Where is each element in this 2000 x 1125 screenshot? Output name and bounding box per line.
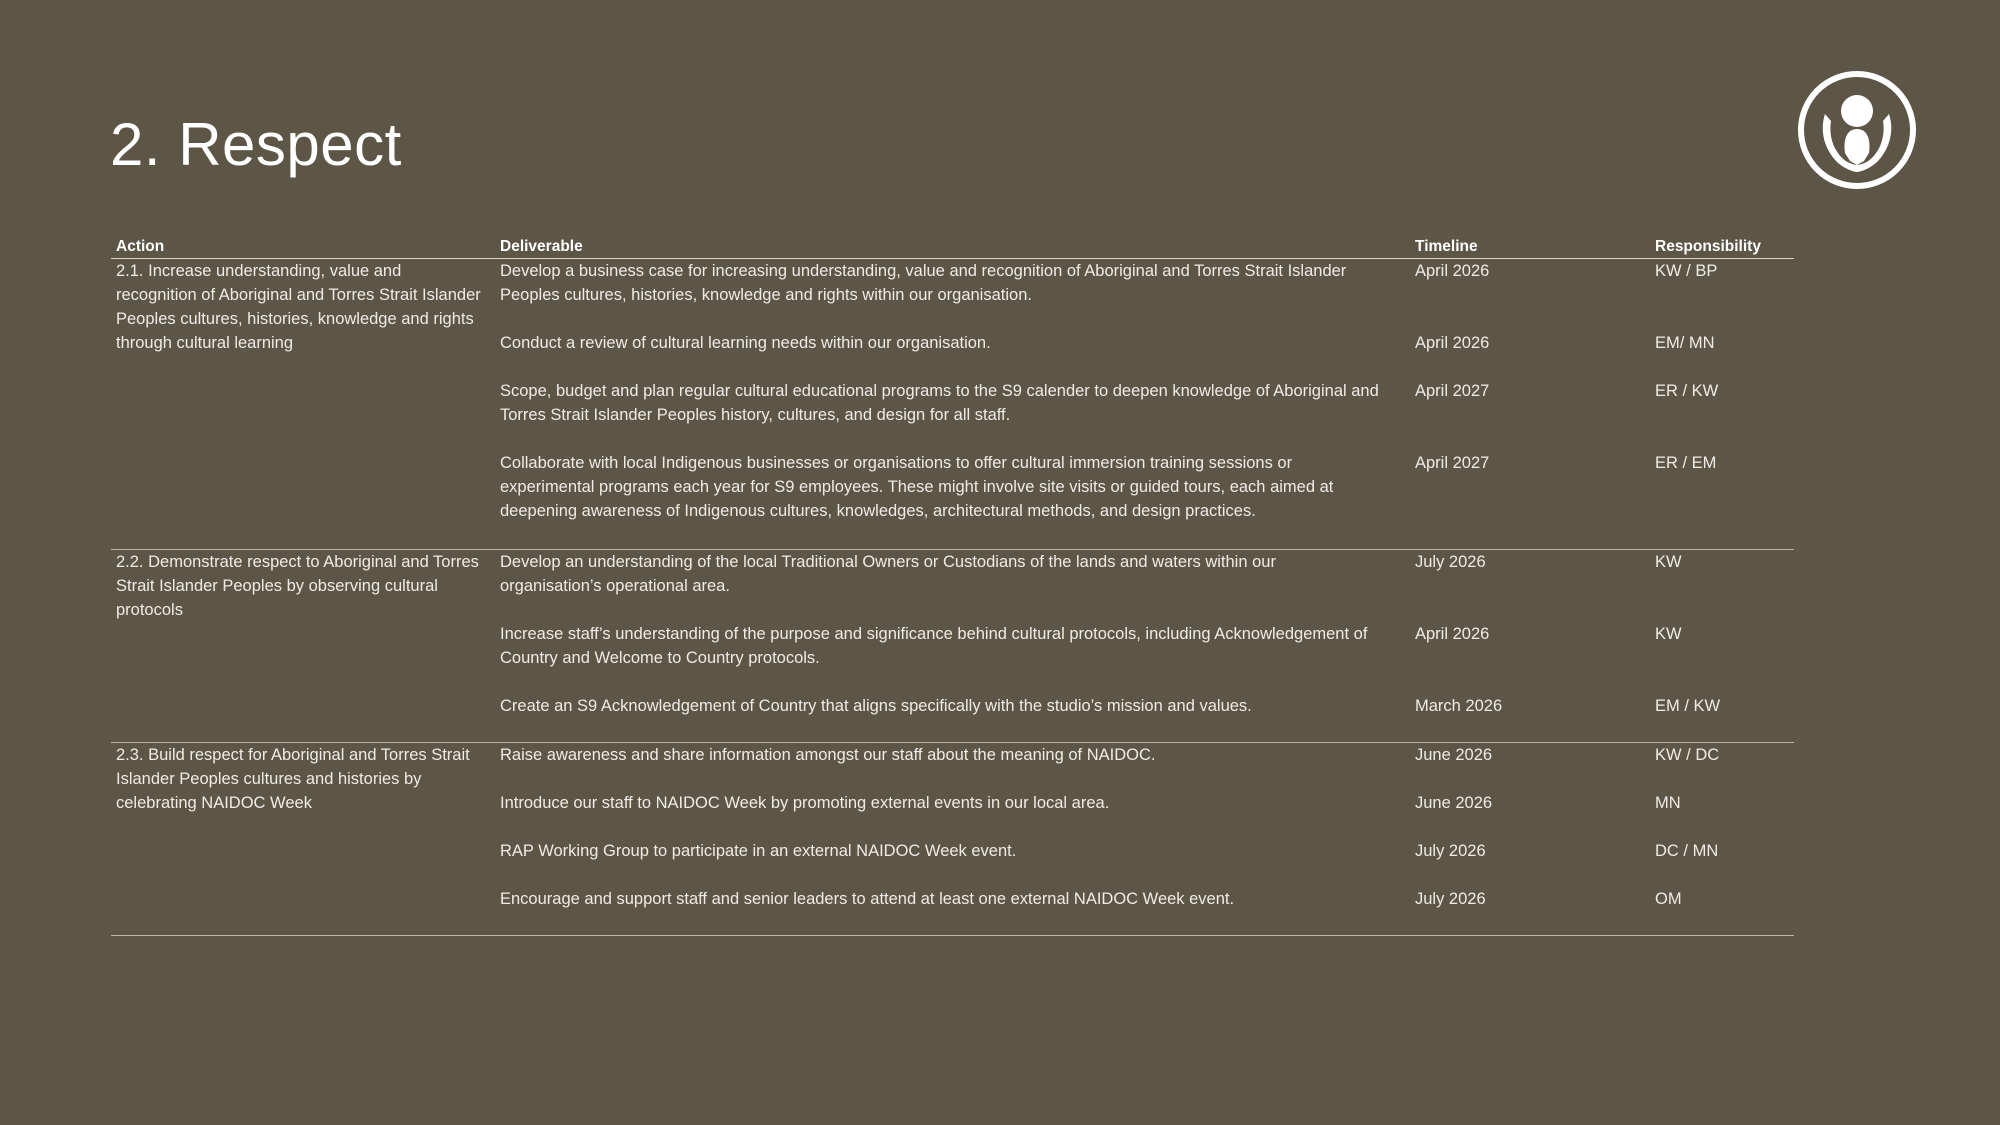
table-header <box>111 236 1794 259</box>
timeline-text: July 2026 <box>1415 890 1486 908</box>
responsibility-text: ER / KW <box>1655 382 1719 400</box>
responsibility-text: KW / BP <box>1655 262 1718 280</box>
header-timeline: Timeline <box>1415 238 1478 255</box>
responsibility-text: DC / MN <box>1655 842 1719 860</box>
deliverable-text: Encourage and support staff and senior leaders to attend at least one external NAIDOC Week event. <box>500 890 1235 908</box>
timeline-text: April 2027 <box>1415 382 1490 400</box>
timeline-text: June 2026 <box>1415 746 1493 764</box>
timeline-text: July 2026 <box>1415 553 1486 571</box>
action-text: 2.3. Build respect for Aboriginal and Torres Strait Islander Peoples cultures and histories by celebrating NAIDOC Week <box>116 746 470 812</box>
deliverable-text: Increase staff’s understanding of the purpose and significance behind cultural protocols, including Acknowledgement of Country and Welcome to Country protocols. <box>500 625 1368 667</box>
action-text: 2.2. Demonstrate respect to Aboriginal and Torres Strait Islander Peoples by observing cultural protocols <box>116 553 479 619</box>
action-text: 2.1. Increase understanding, value and recognition of Aboriginal and Torres Strait Islander Peoples cultures, histories, knowledge and rights through cultural learning <box>116 262 481 352</box>
deliverable-text: RAP Working Group to participate in an external NAIDOC Week event. <box>500 842 1017 860</box>
responsibility-text: OM <box>1655 890 1682 908</box>
timeline-text: April 2026 <box>1415 334 1490 352</box>
action-group-2-2 <box>111 550 1794 743</box>
header-responsibility: Responsibility <box>1655 238 1761 255</box>
action-group-2-3 <box>111 743 1794 936</box>
responsibility-text: EM/ MN <box>1655 334 1715 352</box>
responsibility-text: KW <box>1655 625 1682 643</box>
respect-action-table <box>111 236 1794 936</box>
responsibility-text: MN <box>1655 794 1681 812</box>
header-action: Action <box>116 238 165 255</box>
timeline-text: June 2026 <box>1415 794 1493 812</box>
deliverable-text: Develop an understanding of the local Traditional Owners or Custodians of the lands and waters within our organisation’s operational area. <box>500 553 1276 595</box>
responsibility-text: EM / KW <box>1655 697 1721 715</box>
deliverable-text: Collaborate with local Indigenous businesses or organisations to offer cultural immersion training sessions or experimental programs each year for S9 employees. These might involve site visits or guided tours, each aimed at deepening awareness of Indigenous cultures, knowledges, architectural methods, and design practices. <box>500 454 1334 520</box>
responsibility-text: KW <box>1655 553 1682 571</box>
timeline-text: July 2026 <box>1415 842 1486 860</box>
deliverable-text: Scope, budget and plan regular cultural educational programs to the S9 calender to deepen knowledge of Aboriginal and Torres Strait Islander Peoples history, cultures, and design for all staff. <box>500 382 1379 424</box>
timeline-text: March 2026 <box>1415 697 1503 715</box>
responsibility-text: ER / EM <box>1655 454 1717 472</box>
deliverable-text: Develop a business case for increasing understanding, value and recognition of Aboriginal and Torres Strait Islander Peoples cultures, histories, knowledge and rights within our organisation. <box>500 262 1347 304</box>
figure-with-hands-icon <box>1796 69 1918 191</box>
responsibility-text: KW / DC <box>1655 746 1720 764</box>
action-group-2-1 <box>111 259 1794 550</box>
header-deliverable: Deliverable <box>500 238 583 255</box>
deliverable-text: Create an S9 Acknowledgement of Country that aligns specifically with the studio’s mission and values. <box>500 697 1252 715</box>
page-title: 2. Respect <box>110 111 402 178</box>
timeline-text: April 2027 <box>1415 454 1490 472</box>
timeline-text: April 2026 <box>1415 625 1490 643</box>
deliverable-text: Raise awareness and share information amongst our staff about the meaning of NAIDOC. <box>500 746 1156 764</box>
deliverable-text: Conduct a review of cultural learning needs within our organisation. <box>500 334 991 352</box>
deliverable-text: Introduce our staff to NAIDOC Week by promoting external events in our local area. <box>500 794 1110 812</box>
timeline-text: April 2026 <box>1415 262 1490 280</box>
